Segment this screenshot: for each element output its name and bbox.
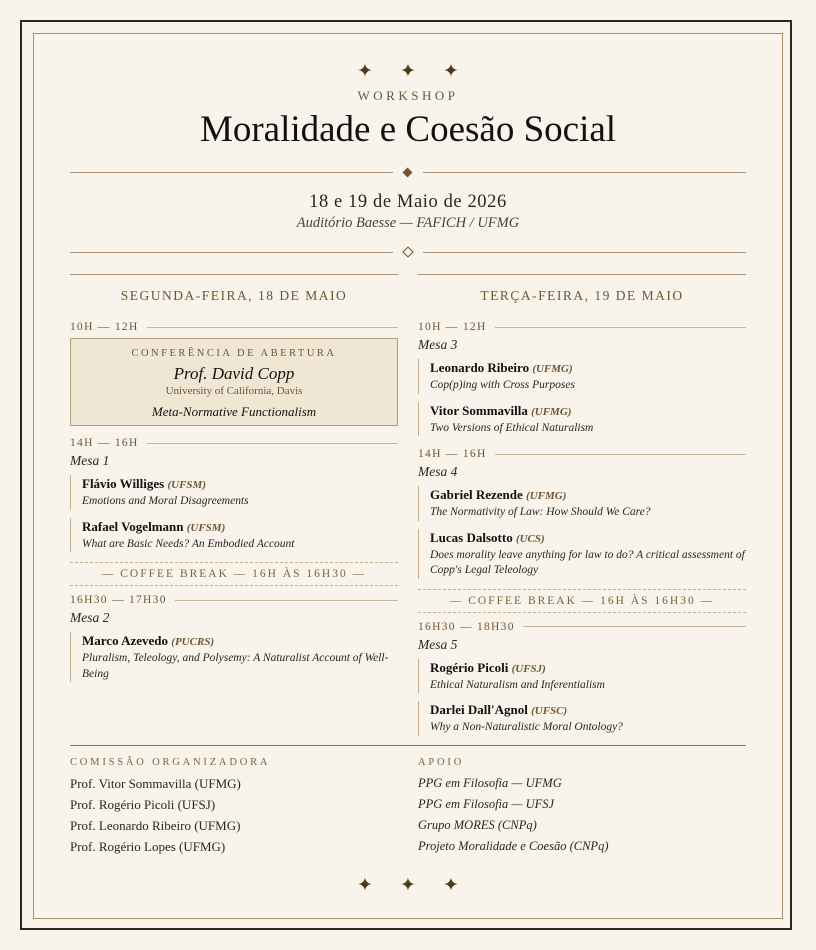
speaker-institution: (UCS) bbox=[515, 532, 545, 545]
committee-member: Prof. Vitor Sommavilla (UFMG) bbox=[70, 776, 241, 791]
organizing-committee bbox=[70, 757, 270, 857]
divider bbox=[495, 454, 746, 455]
divider bbox=[423, 252, 746, 253]
time-slot bbox=[70, 319, 398, 335]
day1-heading: SEGUNDA-FEIRA, 18 DE MAIO bbox=[120, 288, 348, 303]
time-slot-label: 16H30 — 17H30 bbox=[70, 594, 167, 606]
divider bbox=[70, 252, 393, 253]
support-section bbox=[418, 757, 609, 857]
star-icon: ✦ bbox=[443, 60, 459, 82]
talk-item bbox=[418, 402, 746, 437]
time-slot-label: 10H — 12H bbox=[418, 321, 487, 333]
talk-title: Cop(p)ing with Cross Purposes bbox=[430, 379, 575, 391]
day1-column bbox=[70, 274, 398, 682]
time-slot-label: 16H30 — 18H30 bbox=[418, 620, 515, 633]
time-slot bbox=[70, 592, 398, 608]
panel-label: Mesa 4 bbox=[418, 464, 458, 479]
support-item: Projeto Moralidade e Coesão (CNPq) bbox=[418, 839, 609, 853]
committee-heading: COMISSÃO ORGANIZADORA bbox=[70, 757, 271, 768]
coffee-break: — COFFEE BREAK — 16H ÀS 16H30 — bbox=[70, 562, 398, 586]
coffee-break: — COFFEE BREAK — 16H ÀS 16H30 — bbox=[418, 589, 746, 613]
speaker-institution: (UFSM) bbox=[186, 521, 226, 534]
support-item: PPG em Filosofia — UFMG bbox=[418, 776, 562, 790]
speaker-name: Marco Azevedo bbox=[82, 633, 169, 648]
speaker-name: Gabriel Rezende bbox=[430, 487, 523, 502]
time-slot bbox=[418, 619, 746, 635]
divider bbox=[418, 274, 746, 275]
divider bbox=[147, 443, 398, 444]
talk-item bbox=[418, 359, 746, 394]
opening-kicker: CONFERÊNCIA DE ABERTURA bbox=[131, 348, 337, 359]
support-item: Grupo MORES (CNPq) bbox=[418, 818, 537, 832]
speaker-institution: (UFSM) bbox=[167, 479, 206, 491]
support-heading: APOIO bbox=[418, 757, 465, 768]
speaker-name: Flávio Williges bbox=[82, 476, 165, 491]
panel-label: Mesa 1 bbox=[70, 453, 110, 468]
committee-member: Prof. Rogério Lopes (UFMG) bbox=[70, 839, 226, 854]
divider bbox=[70, 274, 398, 275]
day2-column bbox=[418, 274, 746, 736]
divider bbox=[70, 172, 393, 173]
committee-member: Prof. Leonardo Ribeiro (UFMG) bbox=[70, 818, 241, 833]
star-icon: ✦ bbox=[443, 874, 459, 896]
star-icon: ✦ bbox=[400, 874, 416, 896]
talk-title: The Normativity of Law: How Should We Care? bbox=[430, 506, 651, 518]
time-slot bbox=[70, 435, 398, 451]
support-item: PPG em Filosofia — UFSJ bbox=[418, 797, 555, 811]
opening-lecture bbox=[70, 338, 398, 426]
speaker-institution: (UFSJ) bbox=[511, 662, 546, 675]
bottom-ornament bbox=[0, 874, 816, 896]
star-icon: ✦ bbox=[357, 60, 373, 82]
speaker-name: Vitor Sommavilla bbox=[430, 402, 528, 418]
speaker-institution: (UFMG) bbox=[532, 363, 573, 375]
talk-title: What are Basic Needs? An Embodied Account bbox=[82, 537, 295, 550]
talk-item bbox=[70, 475, 398, 510]
opening-institution: University of California, Davis bbox=[165, 385, 303, 397]
time-slot-label: 14H — 16H bbox=[70, 437, 139, 449]
divider bbox=[147, 327, 398, 328]
talk-title: Two Versions of Ethical Naturalism bbox=[430, 421, 594, 434]
event-kicker: WORKSHOP bbox=[357, 88, 459, 103]
event-dates: 18 e 19 de Maio de 2026 bbox=[309, 192, 507, 212]
talk-item bbox=[418, 659, 746, 694]
speaker-name: Rogério Picoli bbox=[430, 659, 509, 675]
speaker-name: Leonardo Ribeiro bbox=[430, 360, 530, 375]
speaker-institution: (UFMG) bbox=[526, 490, 567, 502]
speaker-name: Rafael Vogelmann bbox=[82, 518, 184, 534]
divider bbox=[495, 327, 746, 328]
talk-title: Ethical Naturalism and Inferentialism bbox=[430, 678, 605, 691]
time-slot bbox=[418, 319, 746, 335]
top-ornament bbox=[0, 60, 816, 82]
time-slot bbox=[418, 446, 746, 462]
event-venue: Auditório Baesse — FAFICH / UFMG bbox=[296, 215, 520, 231]
divider bbox=[423, 172, 746, 173]
talk-item bbox=[70, 518, 398, 553]
panel-label: Mesa 5 bbox=[418, 636, 458, 652]
star-icon: ✦ bbox=[400, 60, 416, 82]
opening-speaker: Prof. David Copp bbox=[173, 364, 295, 383]
footer-divider bbox=[70, 745, 746, 746]
star-icon: ✦ bbox=[357, 874, 373, 896]
page-title: Moralidade e Coesão Social bbox=[199, 109, 617, 150]
speaker-institution: (UFSC) bbox=[531, 705, 568, 717]
talk-item bbox=[70, 632, 398, 682]
divider bbox=[523, 626, 746, 627]
talk-item bbox=[418, 486, 746, 521]
talk-title: Emotions and Moral Disagreements bbox=[82, 495, 249, 507]
committee-member: Prof. Rogério Picoli (UFSJ) bbox=[70, 797, 216, 812]
time-slot-label: 10H — 12H bbox=[70, 321, 139, 333]
talk-item bbox=[418, 701, 746, 736]
speaker-institution: (PUCRS) bbox=[171, 636, 215, 648]
time-slot-label: 14H — 16H bbox=[418, 448, 487, 460]
day2-heading: TERÇA-FEIRA, 19 DE MAIO bbox=[480, 288, 684, 303]
panel-label: Mesa 3 bbox=[418, 337, 458, 352]
talk-title: Pluralism, Teleology, and Polysemy: A Naturalist Account of Well-Being bbox=[82, 652, 389, 680]
speaker-name: Lucas Dalsotto bbox=[430, 529, 513, 545]
talk-title: Why a Non-Naturalistic Moral Ontology? bbox=[430, 721, 623, 733]
divider bbox=[175, 600, 398, 601]
speaker-name: Darlei Dall'Agnol bbox=[430, 702, 528, 717]
talk-title: Does morality leave anything for law to do? A critical assessment of Copp's Legal Teleology bbox=[430, 548, 745, 576]
speaker-institution: (UFMG) bbox=[531, 405, 572, 418]
opening-title: Meta-Normative Functionalism bbox=[151, 404, 317, 419]
talk-item bbox=[418, 529, 746, 579]
panel-label: Mesa 2 bbox=[70, 610, 110, 625]
